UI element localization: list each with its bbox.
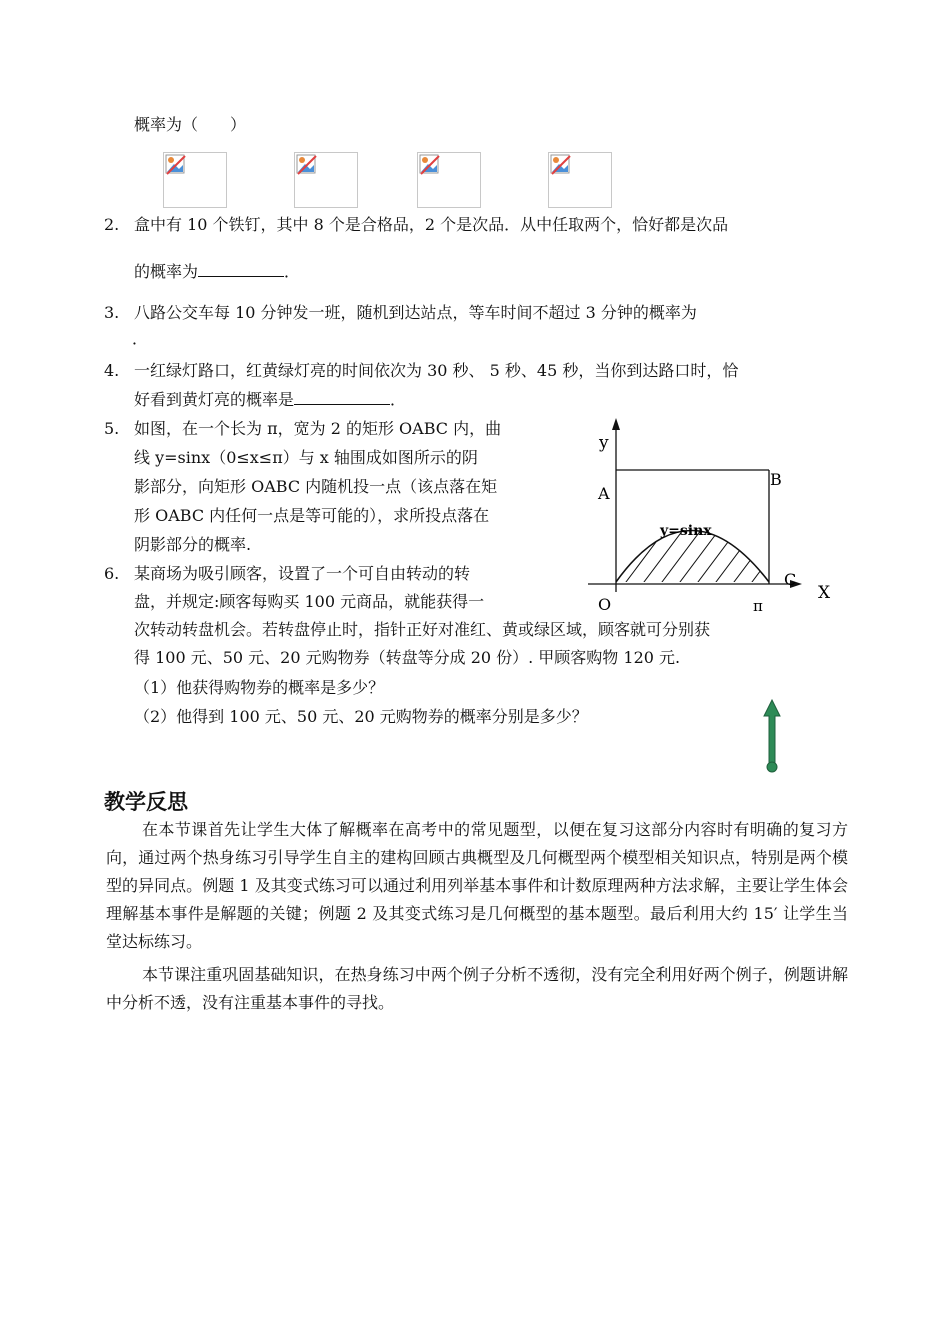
q6-subquestion-2: （2）他得到 100 元、50 元、20 元购物券的概率分别是多少？ xyxy=(134,707,588,726)
curve-label: y=sinx xyxy=(660,523,712,539)
q6-subquestion-1: （1）他获得购物券的概率是多少？ xyxy=(134,678,385,697)
q5-line: 影部分，向矩形 OABC 内随机投一点（该点落在矩 xyxy=(134,477,498,496)
point-b-label: B xyxy=(770,470,782,489)
pointer-arrow-pivot xyxy=(767,762,777,772)
point-a-label: A xyxy=(598,484,610,503)
pointer-arrow-body xyxy=(764,700,780,765)
q6-line: 得 100 元、50 元、20 元购物券（转盘等分成 20 份）. 甲顾客购物 120 元. xyxy=(134,648,681,667)
q4-number: 4. xyxy=(104,361,120,380)
q5-line: 阴影部分的概率. xyxy=(134,535,252,554)
shaded-region xyxy=(620,510,806,590)
broken-image-icon xyxy=(419,154,441,176)
option-image-b xyxy=(294,152,358,208)
q6-line: 次转动转盘机会。若转盘停止时，指针正好对准红、黄或绿区域，顾客就可分别获 xyxy=(134,620,711,639)
origin-label: O xyxy=(598,595,612,614)
x-label: X xyxy=(818,583,831,603)
q2-line1: 盒中有 10 个铁钉，其中 8 个是合格品，2 个是次品．从中任取两个，恰好都是次品 xyxy=(134,215,729,234)
q1-tail: 概率为（ ） xyxy=(134,115,247,134)
pi-label: π xyxy=(753,597,763,615)
y-axis-arrow-icon xyxy=(612,418,620,430)
q6-line: 某商场为吸引顾客，设置了一个可自由转动的转 xyxy=(134,564,471,583)
q4-answer-blank[interactable] xyxy=(294,386,390,405)
broken-image-icon xyxy=(165,154,187,176)
option-image-d xyxy=(548,152,612,208)
q5-line: 如图，在一个长为 π，宽为 2 的矩形 OABC 内，曲 xyxy=(134,419,502,438)
q2-number: 2. xyxy=(104,215,120,234)
q3-line1: 八路公交车每 10 分钟发一班，随机到达站点，等车时间不超过 3 分钟的概率为 xyxy=(134,303,697,322)
q6-number: 6. xyxy=(104,564,120,583)
q5-number: 5. xyxy=(104,419,120,438)
reflection-paragraph-2: 本节课注重巩固基础知识，在热身练习中两个例子分析不透彻，没有完全利用好两个例子，例题讲解中分析不透，没有注重基本事件的寻找。 xyxy=(106,965,848,1012)
q6-line: 盘，并规定:顾客每购买 100 元商品，就能获得一 xyxy=(134,592,485,611)
q2-line2: 的概率为 ． xyxy=(134,258,300,285)
q3-line2: ． xyxy=(132,329,149,348)
reflection-paragraph-1: 在本节课首先让学生大体了解概率在高考中的常见题型，以便在复习这部分内容时有明确的复习方向，通过两个热身练习引导学生自主的建构回顾古典概型及几何概型两个模型相关知识点，特别是两个模型的异同点。例题 1 及其变式练习可以通过利用列举基本事件和计数原理两种方法求解，主要让学生体会理解基本事件是解题的关键；例题 2 及其变式练习是几何概型的基本题型。最后利用大约 15′ 让学生当堂达标练习。 xyxy=(106,820,848,951)
q5-line: 形 OABC 内任何一点是等可能的），求所投点落在 xyxy=(134,506,490,525)
q5-line: 线 y=sinx（0≤x≤π）与 x 轴围成如图所示的阴 xyxy=(134,448,478,467)
sinx-figure xyxy=(580,410,840,620)
option-image-c xyxy=(417,152,481,208)
reflection-heading: 教学反思 xyxy=(104,790,188,814)
q3-number: 3. xyxy=(104,303,120,322)
y-label: y xyxy=(599,433,609,453)
broken-image-icon xyxy=(296,154,318,176)
pointer-arrow-icon xyxy=(760,698,784,776)
broken-image-icon xyxy=(550,154,572,176)
q4-line2: 好看到黄灯亮的概率是 ． xyxy=(134,386,406,413)
q4-line1: 一红绿灯路口，红黄绿灯亮的时间依次为 30 秒、 5 秒、45 秒，当你到达路口时，恰 xyxy=(134,361,739,380)
q2-answer-blank[interactable] xyxy=(198,258,284,277)
option-image-a xyxy=(163,152,227,208)
point-c-label: C xyxy=(784,570,797,589)
